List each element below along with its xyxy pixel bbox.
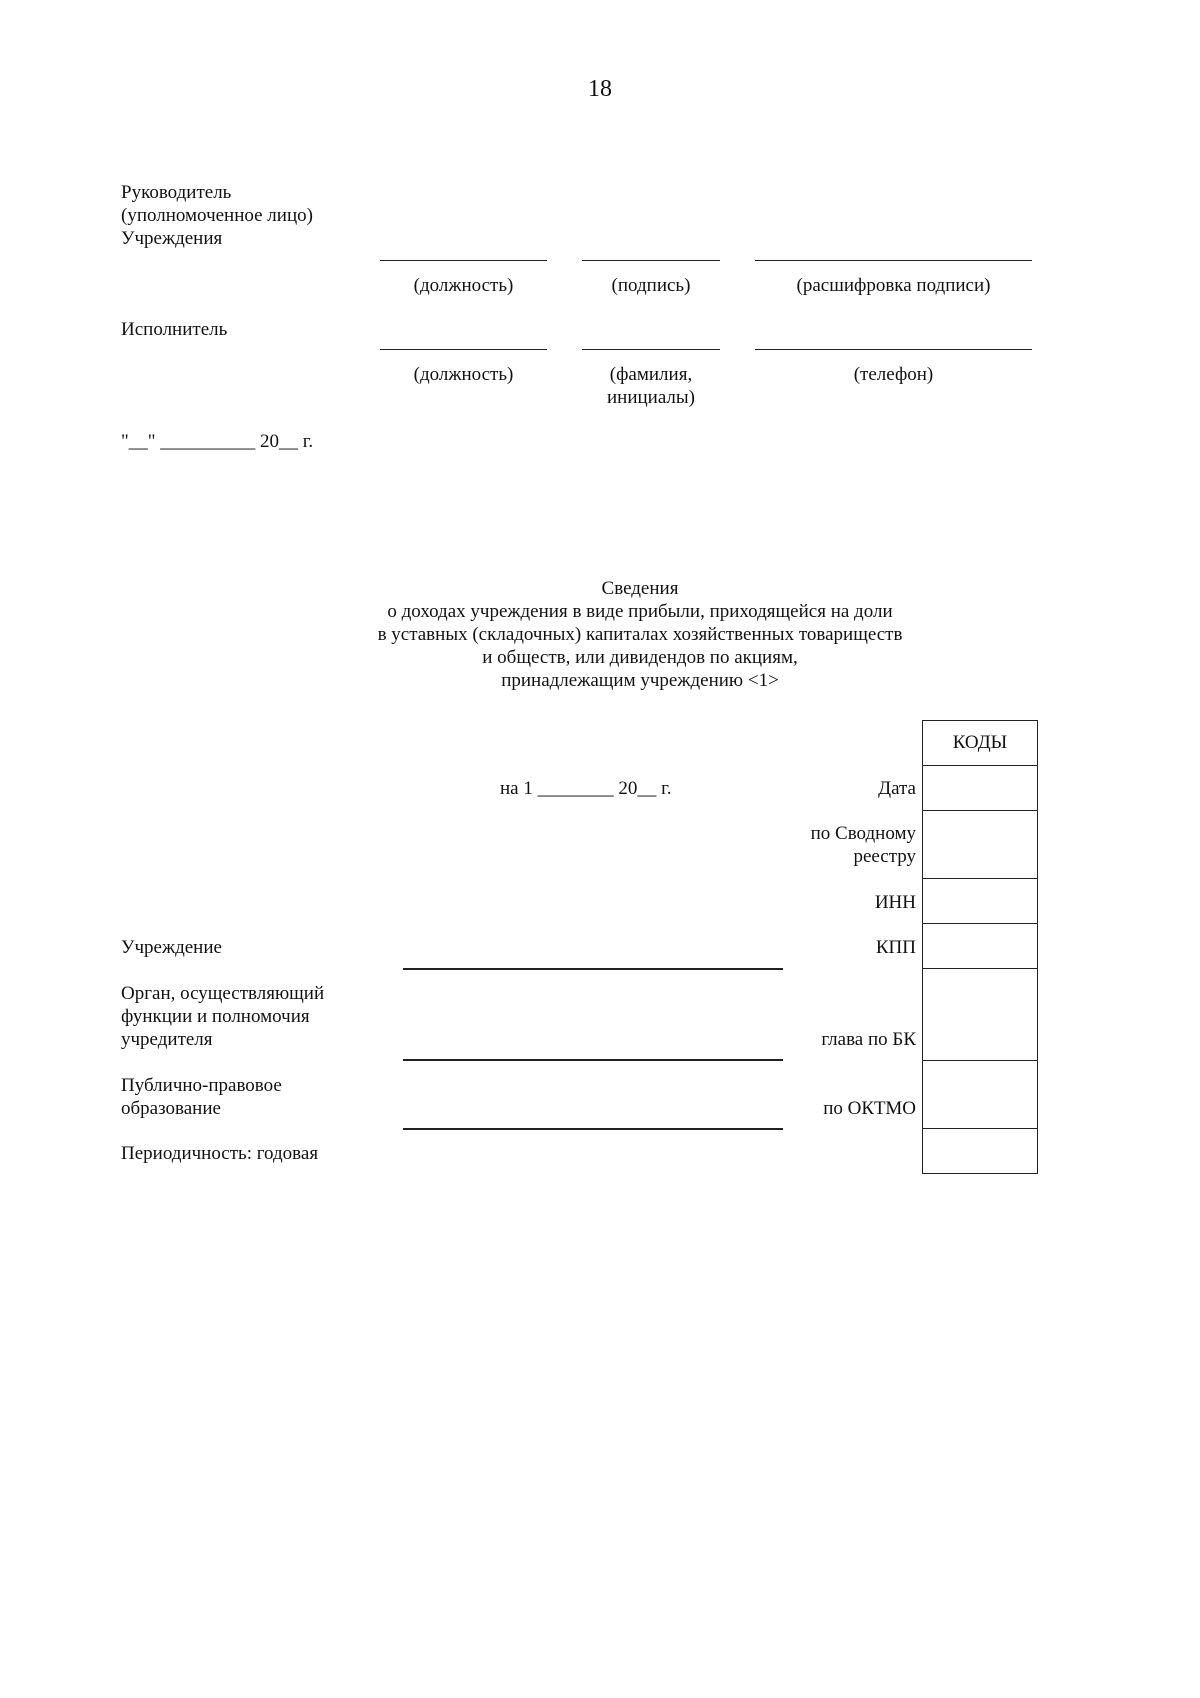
executor-name-caption-2: инициалы) xyxy=(606,387,695,408)
chapter-bk-label: глава по БК xyxy=(821,1029,916,1050)
title-line-2: о доходах учреждения в виде прибыли, приходящейся на доли xyxy=(387,601,893,622)
public-entity-label-1: Публично-правовое xyxy=(121,1075,282,1096)
registry-label-1: по Сводному xyxy=(810,823,916,844)
title-line-4: и обществ, или дивидендов по акциям, xyxy=(482,647,798,668)
codes-header-cell xyxy=(922,720,1038,766)
executor-position-caption: (должность) xyxy=(413,364,514,385)
as-of-date[interactable]: на 1 ________ 20__ г. xyxy=(500,778,672,799)
kpp-label: КПП xyxy=(875,937,916,958)
kpp-code-cell[interactable] xyxy=(922,923,1038,969)
executor-phone-line[interactable] xyxy=(755,349,1032,350)
chapter-bk-code-cell[interactable] xyxy=(922,968,1038,1061)
institution-line[interactable] xyxy=(403,968,783,970)
founder-label-2: функции и полномочия xyxy=(121,1006,310,1027)
founder-label-3: учредителя xyxy=(121,1029,213,1050)
date-label: Дата xyxy=(878,778,916,799)
head-decoding-line[interactable] xyxy=(755,260,1032,261)
head-label-line-2: (уполномоченное лицо) xyxy=(121,205,313,226)
head-label-line-1: Руководитель xyxy=(121,182,232,203)
head-signature-line[interactable] xyxy=(582,260,720,261)
signature-date-line[interactable]: "__" __________ 20__ г. xyxy=(121,431,314,452)
title-line-5: принадлежащим учреждению <1> xyxy=(501,670,779,691)
periodicity-code-cell[interactable] xyxy=(922,1128,1038,1174)
inn-code-cell[interactable] xyxy=(922,878,1038,924)
page-number: 18 xyxy=(588,76,612,102)
executor-name-caption-1: (фамилия, xyxy=(609,364,693,385)
institution-label: Учреждение xyxy=(121,937,222,958)
oktmo-code-cell[interactable] xyxy=(922,1060,1038,1129)
executor-phone-caption: (телефон) xyxy=(853,364,934,385)
head-signature-caption: (подпись) xyxy=(611,275,691,296)
executor-name-line[interactable] xyxy=(582,349,720,350)
codes-header: КОДЫ xyxy=(952,732,1008,753)
registry-label-2: реестру xyxy=(853,846,916,867)
executor-position-line[interactable] xyxy=(380,349,547,350)
head-label-line-3: Учреждения xyxy=(121,228,223,249)
registry-code-cell[interactable] xyxy=(922,810,1038,879)
title-line-1: Сведения xyxy=(601,578,679,599)
public-entity-label-2: образование xyxy=(121,1098,221,1119)
head-position-line[interactable] xyxy=(380,260,547,261)
report-title xyxy=(300,577,980,692)
public-entity-line[interactable] xyxy=(403,1128,783,1130)
founder-line[interactable] xyxy=(403,1059,783,1061)
founder-label-1: Орган, осуществляющий xyxy=(121,983,325,1004)
head-position-caption: (должность) xyxy=(413,275,514,296)
inn-label: ИНН xyxy=(874,892,916,913)
title-line-3: в уставных (складочных) капиталах хозяйственных товариществ xyxy=(377,624,903,645)
oktmo-label: по ОКТМО xyxy=(823,1098,916,1119)
executor-label: Исполнитель xyxy=(121,319,228,340)
date-code-cell[interactable] xyxy=(922,765,1038,811)
head-decoding-caption: (расшифровка подписи) xyxy=(796,275,991,296)
periodicity-label: Периодичность: годовая xyxy=(121,1143,319,1164)
